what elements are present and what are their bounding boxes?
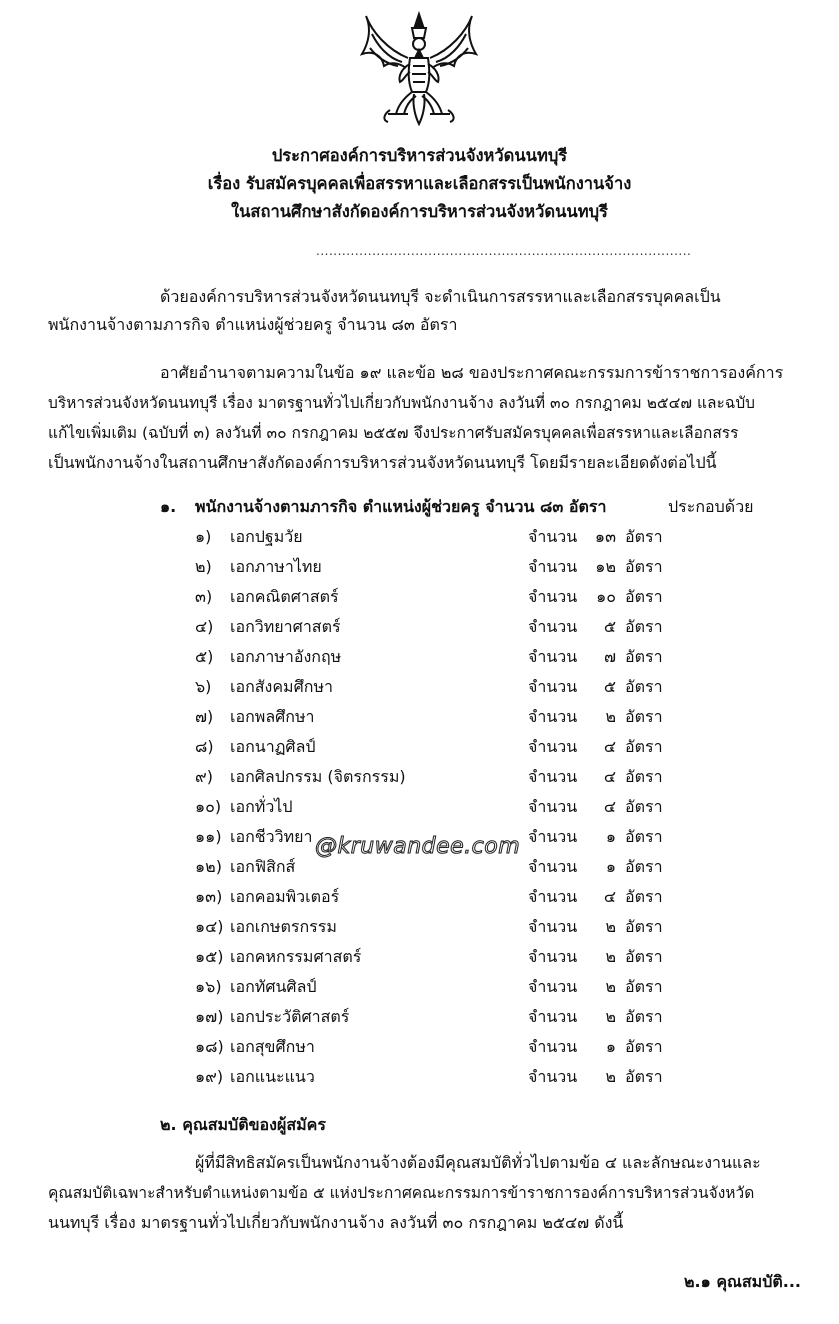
intro-p2-line1: อาศัยอำนาจตามความในข้อ ๑๙ และข้อ ๒๘ ของประกาศคณะกรรมการข้าราชการองค์การ <box>160 363 784 382</box>
position-item-number: ๗) <box>195 707 214 726</box>
position-item-count-label: จำนวน <box>528 677 578 696</box>
position-item-count: ๒ <box>605 947 616 966</box>
position-item-unit: อัตรา <box>625 1067 663 1086</box>
position-item-count-label: จำนวน <box>528 1067 578 1086</box>
position-item-number: ๔) <box>195 617 214 636</box>
position-item-count: ๕ <box>603 677 616 696</box>
position-item-count: ๒ <box>605 1007 616 1026</box>
position-item-number: ๘) <box>195 737 214 756</box>
intro-p2-line3: แก้ไขเพิ่มเติม (ฉบับที่ ๓) ลงวันที่ ๓๐ กรกฎาคม ๒๕๕๗ จึงประกาศรับสมัครบุคคลเพื่อสรรหาและเลือกสรร <box>48 424 739 442</box>
intro-p1-line1: ด้วยองค์การบริหารส่วนจังหวัดนนทบุรี จะดำเนินการสรรหาและเลือกสรรบุคคลเป็น <box>160 287 721 306</box>
position-item-number: ๑๒) <box>195 857 222 876</box>
position-item-count-label: จำนวน <box>528 797 578 816</box>
position-item-name: เอกศิลปกรรม (จิตรกรรม) <box>230 767 406 786</box>
position-item-name: เอกเกษตรกรรม <box>230 917 337 936</box>
position-item-count-label: จำนวน <box>528 737 578 756</box>
position-item-number: ๙) <box>195 767 213 786</box>
position-item-count: ๑ <box>605 857 616 876</box>
position-item-count: ๔ <box>603 797 616 816</box>
position-item-count-label: จำนวน <box>528 707 578 726</box>
position-item-unit: อัตรา <box>625 527 663 546</box>
position-item-count: ๒ <box>605 707 616 726</box>
position-item-unit: อัตรา <box>625 707 663 726</box>
position-item-number: ๑๘) <box>195 1037 224 1056</box>
position-item-number: ๑๕) <box>195 947 224 966</box>
position-item-unit: อัตรา <box>625 557 663 576</box>
position-item-count: ๑๐ <box>596 587 616 606</box>
position-item-unit: อัตรา <box>625 647 663 666</box>
position-item-number: ๑) <box>195 527 212 546</box>
position-item-number: ๑๖) <box>195 977 222 996</box>
section1-heading: พนักงานจ้างตามภารกิจ ตำแหน่งผู้ช่วยครู จำนวน ๘๓ อัตรา <box>195 497 607 516</box>
header-divider: ....................................................................................... <box>316 244 692 258</box>
position-item-name: เอกฟิสิกส์ <box>230 857 296 876</box>
position-item-count-label: จำนวน <box>528 917 578 936</box>
position-item-count: ๔ <box>603 767 616 786</box>
position-item-count-label: จำนวน <box>528 767 578 786</box>
position-item-unit: อัตรา <box>625 1007 663 1026</box>
position-item-count: ๔ <box>603 887 616 906</box>
position-item-number: ๑๐) <box>195 797 222 816</box>
position-item-name: เอกปฐมวัย <box>230 527 303 546</box>
position-item-count: ๑ <box>605 827 616 846</box>
announcement-subject-line2: ในสถานศึกษาสังกัดองค์การบริหารส่วนจังหวัดนนทบุรี <box>231 202 608 221</box>
position-item-number: ๕) <box>195 647 214 666</box>
section1-number: ๑. <box>160 497 177 516</box>
position-item-count: ๒ <box>605 917 616 936</box>
position-item-count-label: จำนวน <box>528 527 578 546</box>
section2-heading: ๒. คุณสมบัติของผู้สมัคร <box>160 1115 326 1134</box>
section2-line2: คุณสมบัติเฉพาะสำหรับตำแหน่งตามข้อ ๕ แห่งประกาศคณะกรรมการข้าราชการองค์การบริหารส่วนจังหวัด <box>48 1184 755 1202</box>
position-item-unit: อัตรา <box>625 887 663 906</box>
position-item-number: ๑๗) <box>195 1007 224 1026</box>
continuation-marker: ๒.๑ คุณสมบัติ... <box>684 1272 801 1291</box>
announcement-subject-line1: เรื่อง รับสมัครบุคคลเพื่อสรรหาและเลือกสรรเป็นพนักงานจ้าง <box>207 174 632 193</box>
position-item-number: ๖) <box>195 677 212 696</box>
position-item-unit: อัตรา <box>625 737 663 756</box>
position-item-name: เอกทั่วไป <box>230 797 293 816</box>
position-item-unit: อัตรา <box>625 917 663 936</box>
intro-p2-line4: เป็นพนักงานจ้างในสถานศึกษาสังกัดองค์การบริหารส่วนจังหวัดนนทบุรี โดยมีรายละเอียดดังต่อไปนี้ <box>48 453 717 472</box>
position-item-count: ๑๓ <box>594 527 616 546</box>
position-item-number: ๑๑) <box>195 827 222 846</box>
position-item-unit: อัตรา <box>625 587 663 606</box>
position-item-count-label: จำนวน <box>528 947 578 966</box>
position-item-name: เอกคอมพิวเตอร์ <box>230 887 340 906</box>
garuda-emblem-icon <box>358 10 480 128</box>
position-item-count-label: จำนวน <box>528 1007 578 1026</box>
position-item-count: ๗ <box>603 647 616 666</box>
position-item-name: เอกทัศนศิลป์ <box>230 977 317 996</box>
position-item-count: ๒ <box>605 1067 616 1086</box>
section2-line1: ผู้ที่มีสิทธิสมัครเป็นพนักงานจ้างต้องมีคุณสมบัติทั่วไปตามข้อ ๔ และลักษณะงานและ <box>195 1153 761 1172</box>
position-item-name: เอกภาษาไทย <box>230 557 322 576</box>
position-item-name: เอกคณิตศาสตร์ <box>230 587 339 606</box>
watermark: @kruwandee.com <box>315 834 521 859</box>
position-item-count-label: จำนวน <box>528 977 578 996</box>
position-item-unit: อัตรา <box>625 1037 663 1056</box>
position-item-unit: อัตรา <box>625 857 663 876</box>
position-item-count-label: จำนวน <box>528 647 578 666</box>
position-item-name: เอกสุขศึกษา <box>230 1037 315 1056</box>
position-item-unit: อัตรา <box>625 977 663 996</box>
position-item-unit: อัตรา <box>625 827 663 846</box>
position-item-unit: อัตรา <box>625 797 663 816</box>
position-item-number: ๑๔) <box>195 917 224 936</box>
position-item-number: ๑๓) <box>195 887 223 906</box>
position-item-count-label: จำนวน <box>528 587 578 606</box>
position-item-name: เอกสังคมศึกษา <box>230 677 333 696</box>
position-item-unit: อัตรา <box>625 677 663 696</box>
position-item-name: เอกคหกรรมศาสตร์ <box>230 947 362 966</box>
position-item-count: ๑๒ <box>595 557 616 576</box>
position-item-name: เอกชีววิทยา <box>230 827 313 846</box>
position-item-count: ๔ <box>603 737 616 756</box>
position-item-name: เอกภาษาอังกฤษ <box>230 647 342 666</box>
position-item-count-label: จำนวน <box>528 887 578 906</box>
section1-heading-suffix: ประกอบด้วย <box>668 497 754 516</box>
intro-p1-line2: พนักงานจ้างตามภารกิจ ตำแหน่งผู้ช่วยครู จำนวน ๘๓ อัตรา <box>48 315 458 334</box>
announcement-title: ประกาศองค์การบริหารส่วนจังหวัดนนทบุรี <box>271 146 568 165</box>
position-item-name: เอกวิทยาศาสตร์ <box>230 617 341 636</box>
position-item-unit: อัตรา <box>625 947 663 966</box>
position-item-count-label: จำนวน <box>528 857 578 876</box>
position-item-count: ๒ <box>605 977 616 996</box>
position-item-name: เอกนาฏศิลป์ <box>230 737 316 756</box>
intro-p2-line2: บริหารส่วนจังหวัดนนทบุรี เรื่อง มาตรฐานทั่วไปเกี่ยวกับพนักงานจ้าง ลงวันที่ ๓๐ กรกฎาคม ๒๕๔๗ และฉบับ <box>48 394 756 412</box>
section2-line3: นนทบุรี เรื่อง มาตรฐานทั่วไปเกี่ยวกับพนักงานจ้าง ลงวันที่ ๓๐ กรกฎาคม ๒๕๔๗ ดังนี้ <box>48 1213 624 1232</box>
position-item-unit: อัตรา <box>625 617 663 636</box>
position-item-number: ๒) <box>195 557 212 576</box>
position-item-count: ๑ <box>605 1037 616 1056</box>
position-item-number: ๓) <box>195 587 213 606</box>
position-item-count: ๕ <box>603 617 616 636</box>
position-item-count-label: จำนวน <box>528 827 578 846</box>
position-item-unit: อัตรา <box>625 767 663 786</box>
position-item-count-label: จำนวน <box>528 1037 578 1056</box>
position-item-name: เอกประวัติศาสตร์ <box>230 1007 350 1026</box>
position-item-count-label: จำนวน <box>528 617 578 636</box>
position-item-name: เอกพลศึกษา <box>230 707 315 726</box>
position-item-count-label: จำนวน <box>528 557 578 576</box>
position-item-name: เอกแนะแนว <box>230 1067 315 1086</box>
position-item-number: ๑๙) <box>195 1067 224 1086</box>
